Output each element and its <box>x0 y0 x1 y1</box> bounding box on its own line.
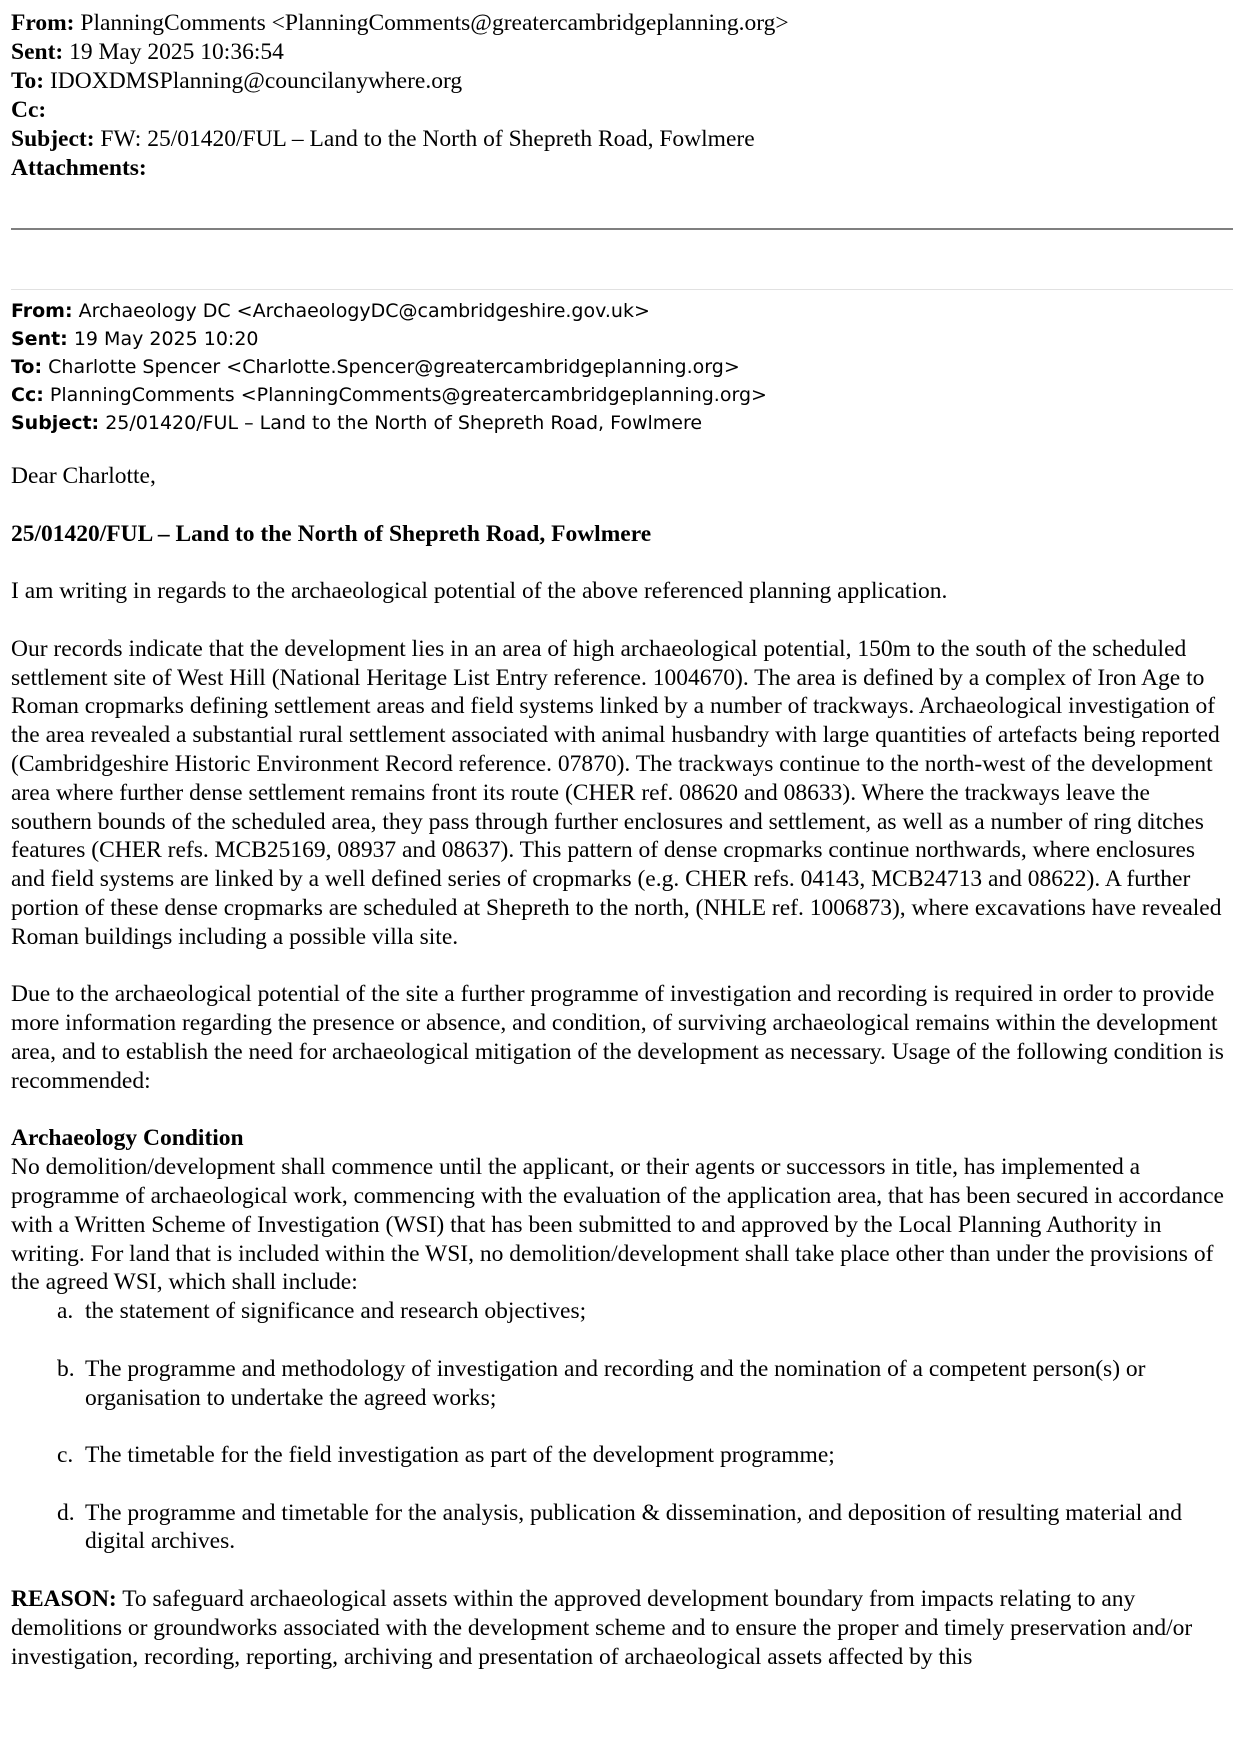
outer-cc-row <box>11 96 1233 125</box>
message-divider <box>11 289 1233 290</box>
list-item-marker: d. <box>57 1499 75 1526</box>
reason-label: REASON: <box>11 1586 117 1613</box>
list-item-marker: a. <box>57 1298 74 1325</box>
list-item-text: the statement of significance and research objectives; <box>85 1298 587 1325</box>
condition-items-list <box>11 1297 1233 1556</box>
reason-paragraph <box>11 1585 1233 1671</box>
inner-from-row <box>11 297 767 325</box>
outer-sent-value: 19 May 2025 10:36:54 <box>69 39 284 65</box>
outer-sent-label: Sent: <box>11 39 64 65</box>
outer-from-row <box>11 9 1233 38</box>
inner-subject-row <box>11 409 767 437</box>
outer-subject-value: FW: 25/01420/FUL – Land to the North of Shepreth Road, Fowlmere <box>100 126 755 152</box>
condition-heading: Archaeology Condition <box>11 1125 244 1152</box>
salutation: Dear Charlotte, <box>11 463 156 489</box>
list-item <box>11 1441 1233 1470</box>
outer-subject-label: Subject: <box>11 126 95 152</box>
outer-cc-label: Cc: <box>11 97 47 123</box>
outer-attachments-label: Attachments: <box>11 155 147 181</box>
letter-title: 25/01420/FUL – Land to the North of Shepreth Road, Fowlmere <box>11 520 652 547</box>
forwarded-email-header <box>11 0 1233 183</box>
inner-cc-row <box>11 381 767 409</box>
list-item <box>11 1499 1233 1557</box>
inner-to-row <box>11 353 767 381</box>
list-item-marker: b. <box>57 1355 75 1382</box>
inner-sent-value: 19 May 2025 10:20 <box>73 328 259 350</box>
outer-subject-row <box>11 125 1233 154</box>
email-document <box>11 0 1233 1670</box>
inner-sent-row <box>11 325 767 353</box>
list-item-text: The programme and timetable for the analysis, publication & dissemination, and deposition of resulting material and digital archives. <box>85 1499 1183 1555</box>
potential-paragraph: Due to the archaeological potential of the site a further programme of investigation and recording is required in order to provide more information regarding the presence or absence, and condition, of surviving archaeological remains within the development area, and to establish the need for archaeological mitigation of the development as necessary. Usage of the following condition is recommended: <box>11 981 1224 1094</box>
outer-sent-row <box>11 38 1233 67</box>
inner-sent-label: Sent: <box>11 328 68 350</box>
inner-to-value: Charlotte Spencer <Charlotte.Spencer@greatercambridgeplanning.org> <box>48 356 740 378</box>
list-item-text: The timetable for the field investigation as part of the development programme; <box>85 1442 835 1469</box>
inner-to-label: To: <box>11 356 43 378</box>
outer-to-row <box>11 67 1233 96</box>
letter-body <box>11 462 1233 1671</box>
reason-text: To safeguard archaeological assets within the approved development boundary from impacts relating to any demolitions or groundworks associated with the development scheme and to ensure the proper and timely preservation and/or investigation, recording, reporting, archiving and presentation of archaeological assets affected by this <box>11 1586 1193 1670</box>
original-email-header <box>11 297 767 437</box>
inner-from-value: Archaeology DC <ArchaeologyDC@cambridgeshire.gov.uk> <box>78 300 650 322</box>
list-item-marker: c. <box>57 1442 74 1469</box>
inner-subject-value: 25/01420/FUL – Land to the North of Shepreth Road, Fowlmere <box>105 412 703 434</box>
header-divider <box>11 228 1233 230</box>
inner-cc-label: Cc: <box>11 384 44 406</box>
list-item-text: The programme and methodology of investigation and recording and the nomination of a competent person(s) or organisation to undertake the agreed works; <box>85 1355 1146 1411</box>
list-item <box>11 1297 1233 1326</box>
inner-cc-value: PlanningComments <PlanningComments@greatercambridgeplanning.org> <box>49 384 767 406</box>
list-item <box>11 1355 1233 1413</box>
outer-to-label: To: <box>11 68 45 94</box>
outer-attachments-row <box>11 154 1233 183</box>
inner-subject-label: Subject: <box>11 412 100 434</box>
intro-paragraph: I am writing in regards to the archaeological potential of the above referenced planning application. <box>11 578 948 605</box>
condition-paragraph: No demolition/development shall commence until the applicant, or their agents or successors in title, has implemented a programme of archaeological work, commencing with the evaluation of the application area, that has been secured in accordance with a Written Scheme of Investigation (WSI) that has been submitted to and approved by the Local Planning Authority in writing. For land that is included within the WSI, no demolition/development shall take place other than under the provisions of the agreed WSI, which shall include: <box>11 1154 1224 1296</box>
inner-from-label: From: <box>11 300 73 322</box>
outer-to-value: IDOXDMSPlanning@councilanywhere.org <box>49 68 463 94</box>
records-paragraph: Our records indicate that the development lies in an area of high archaeological potential, 150m to the south of the scheduled settlement site of West Hill (National Heritage List Entry reference. 1004670). The area is defined by a complex of Iron Age to Roman cropmarks defining settlement areas and field systems linked by a number of trackways. Archaeological investigation of the area revealed a substantial rural settlement associated with animal husbandry with large quantities of artefacts being reported (Cambridgeshire Historic Environment Record reference. 07870). The trackways continue to the north-west of the development area where further dense settlement remains front its route (CHER ref. 08620 and 08633). Where the trackways leave the southern bounds of the scheduled area, they pass through further enclosures and settlement, as well as a number of ring ditches features (CHER refs. MCB25169, 08937 and 08637). This pattern of dense cropmarks continue northwards, where enclosures and field systems are linked by a well defined series of cropmarks (e.g. CHER refs. 04143, MCB24713 and 08622). A further portion of these dense cropmarks are scheduled at Shepreth to the north, (NHLE ref. 1006873), where excavations have revealed Roman buildings including a possible villa site. <box>11 635 1222 950</box>
outer-from-value: PlanningComments <PlanningComments@greatercambridgeplanning.org> <box>80 10 789 36</box>
outer-from-label: From: <box>11 10 75 36</box>
